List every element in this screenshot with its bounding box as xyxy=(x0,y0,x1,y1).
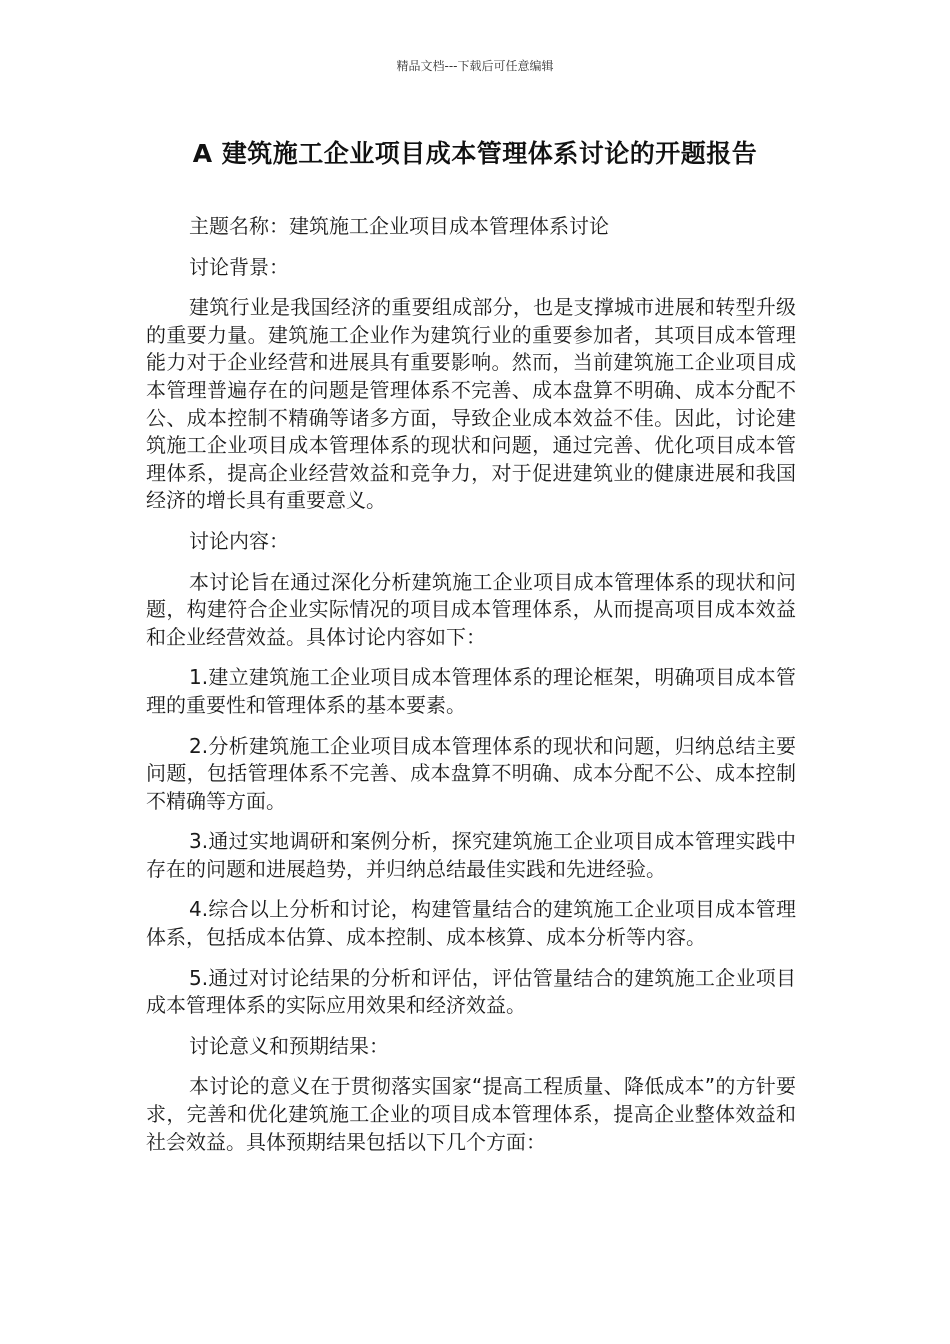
section-label-significance: 讨论意义和预期结果： xyxy=(189,1033,389,1058)
topic-name-line: 主题名称：建筑施工企业项目成本管理体系讨论 xyxy=(189,214,609,238)
list-item-4: 4.综合以上分析和讨论，构建管量结合的建筑施工企业项目成本管理体系，包括成本估算、成本控制、成本核算、成本分析等内容。 xyxy=(146,897,796,950)
page-header: 精品文档---下载后可任意编辑 xyxy=(396,59,554,73)
list-item-1: 1.建立建筑施工企业项目成本管理体系的理论框架，明确项目成本管理的重要性和管理体系的基本要素。 xyxy=(146,665,796,717)
paragraph-content-intro: 本讨论旨在通过深化分析建筑施工企业项目成本管理体系的现状和问题，构建符合企业实际情况的项目成本管理体系，从而提高项目成本效益和企业经营效益。具体讨论内容如下： xyxy=(146,569,796,649)
document-title: A 建筑施工企业项目成本管理体系讨论的开题报告 xyxy=(192,139,758,168)
section-label-content: 讨论内容： xyxy=(189,528,289,553)
section-label-background: 讨论背景： xyxy=(189,254,289,279)
document-body xyxy=(146,213,796,1169)
list-item-3: 3.通过实地调研和案例分析，探究建筑施工企业项目成本管理实践中存在的问题和进展趋势，并归纳总结最佳实践和先进经验。 xyxy=(146,829,796,881)
list-item-5: 5.通过对讨论结果的分析和评估，评估管量结合的建筑施工企业项目成本管理体系的实际应用效果和经济效益。 xyxy=(146,965,796,1018)
list-item-2: 2.分析建筑施工企业项目成本管理体系的现状和问题，归纳总结主要问题，包括管理体系不完善、成本盘算不明确、成本分配不公、成本控制不精确等方面。 xyxy=(146,733,796,813)
paragraph-significance: 本讨论的意义在于贯彻落实国家“提高工程质量、降低成本”的方针要求，完善和优化建筑施工企业的项目成本管理体系，提高企业整体效益和社会效益。具体预期结果包括以下几个方面： xyxy=(146,1074,796,1154)
paragraph-background: 建筑行业是我国经济的重要组成部分，也是支撑城市进展和转型升级的重要力量。建筑施工企业作为建筑行业的重要参加者，其项目成本管理能力对于企业经营和进展具有重要影响。然而，当前建筑施工企业项目成本管理普遍存在的问题是管理体系不完善、成本盘算不明确、成本分配不公、成本控制不精确等诸多方面，导致企业成本效益不佳。因此，讨论建筑施工企业项目成本管理体系的现状和问题，通过完善、优化项目成本管理体系，提高企业经营效益和竞争力，对于促进建筑业的健康进展和我国经济的增长具有重要意义。 xyxy=(146,295,796,513)
